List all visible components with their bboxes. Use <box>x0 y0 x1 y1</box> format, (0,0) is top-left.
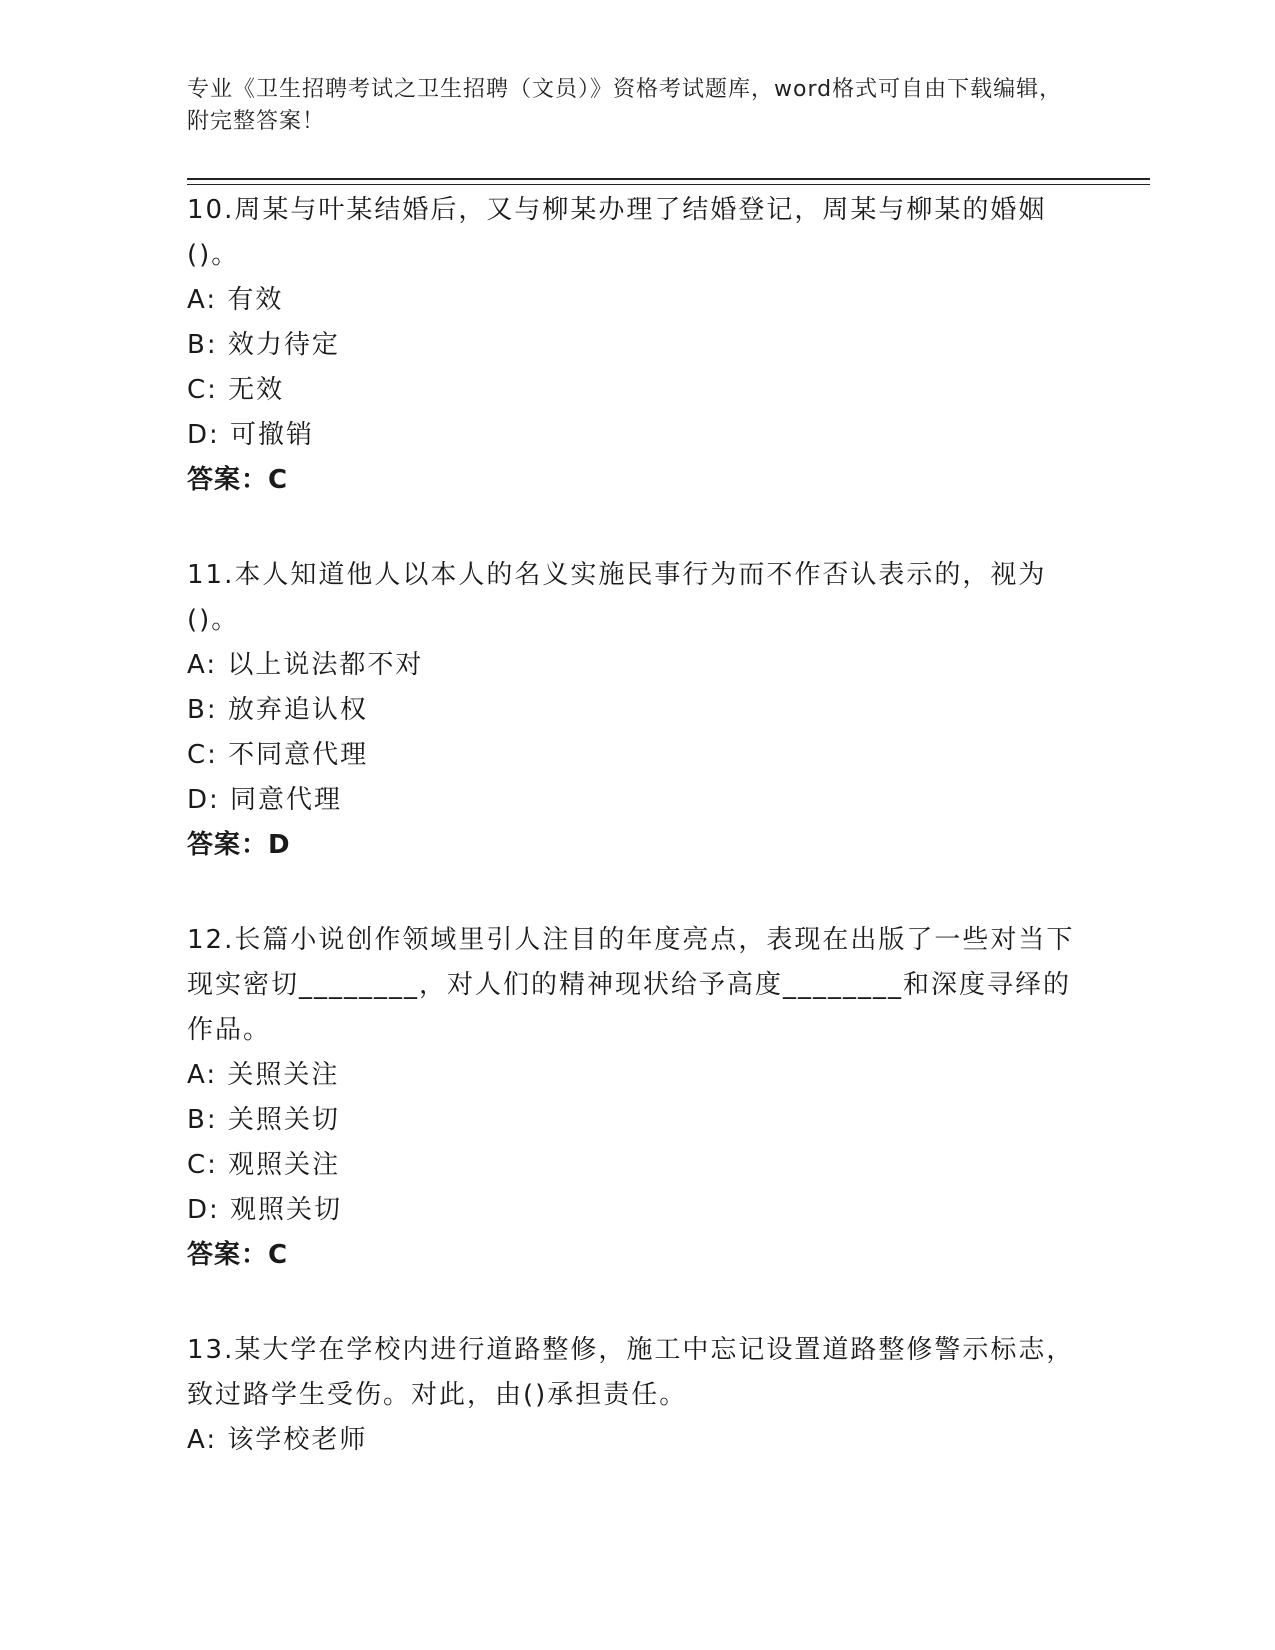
option-a: A: 有效 <box>187 285 284 315</box>
question-13 <box>187 1328 1087 1463</box>
option-c: C: 不同意代理 <box>187 740 369 770</box>
option-a: A: 关照关注 <box>187 1060 340 1090</box>
question-12 <box>187 918 1087 1278</box>
document-header: 专业《卫生招聘考试之卫生招聘（文员）》资格考试题库，word格式可自由下载编辑，附完整答案！ <box>187 77 1063 134</box>
answer: 答案：C <box>187 1240 289 1270</box>
option-a: A: 以上说法都不对 <box>187 650 424 680</box>
question-10 <box>187 188 1087 503</box>
header-rule-thick <box>187 178 1150 180</box>
option-a: A: 该学校老师 <box>187 1425 368 1455</box>
option-d: D: 观照关切 <box>187 1195 343 1225</box>
answer: 答案：D <box>187 830 291 860</box>
option-b: B: 效力待定 <box>187 330 340 360</box>
answer: 答案：C <box>187 465 289 495</box>
question-11 <box>187 553 1087 868</box>
option-d: D: 同意代理 <box>187 785 343 815</box>
header-rule-thin <box>187 184 1150 185</box>
question-stem: 13.某大学在学校内进行道路整修，施工中忘记设置道路整修警示标志，致过路学生受伤。对此，由()承担责任。 <box>187 1335 1075 1410</box>
question-stem: 11.本人知道他人以本人的名义实施民事行为而不作否认表示的，视为()。 <box>187 560 1047 635</box>
option-b: B: 关照关切 <box>187 1105 340 1135</box>
option-c: C: 无效 <box>187 375 285 405</box>
option-c: C: 观照关注 <box>187 1150 341 1180</box>
question-stem: 12.长篇小说创作领域里引人注目的年度亮点，表现在出版了一些对当下现实密切________，对人们的精神现状给予高度________和深度寻绎的作品。 <box>187 925 1075 1045</box>
option-b: B: 放弃追认权 <box>187 695 368 725</box>
option-d: D: 可撤销 <box>187 420 315 450</box>
question-stem: 10.周某与叶某结婚后，又与柳某办理了结婚登记，周某与柳某的婚姻()。 <box>187 195 1047 270</box>
